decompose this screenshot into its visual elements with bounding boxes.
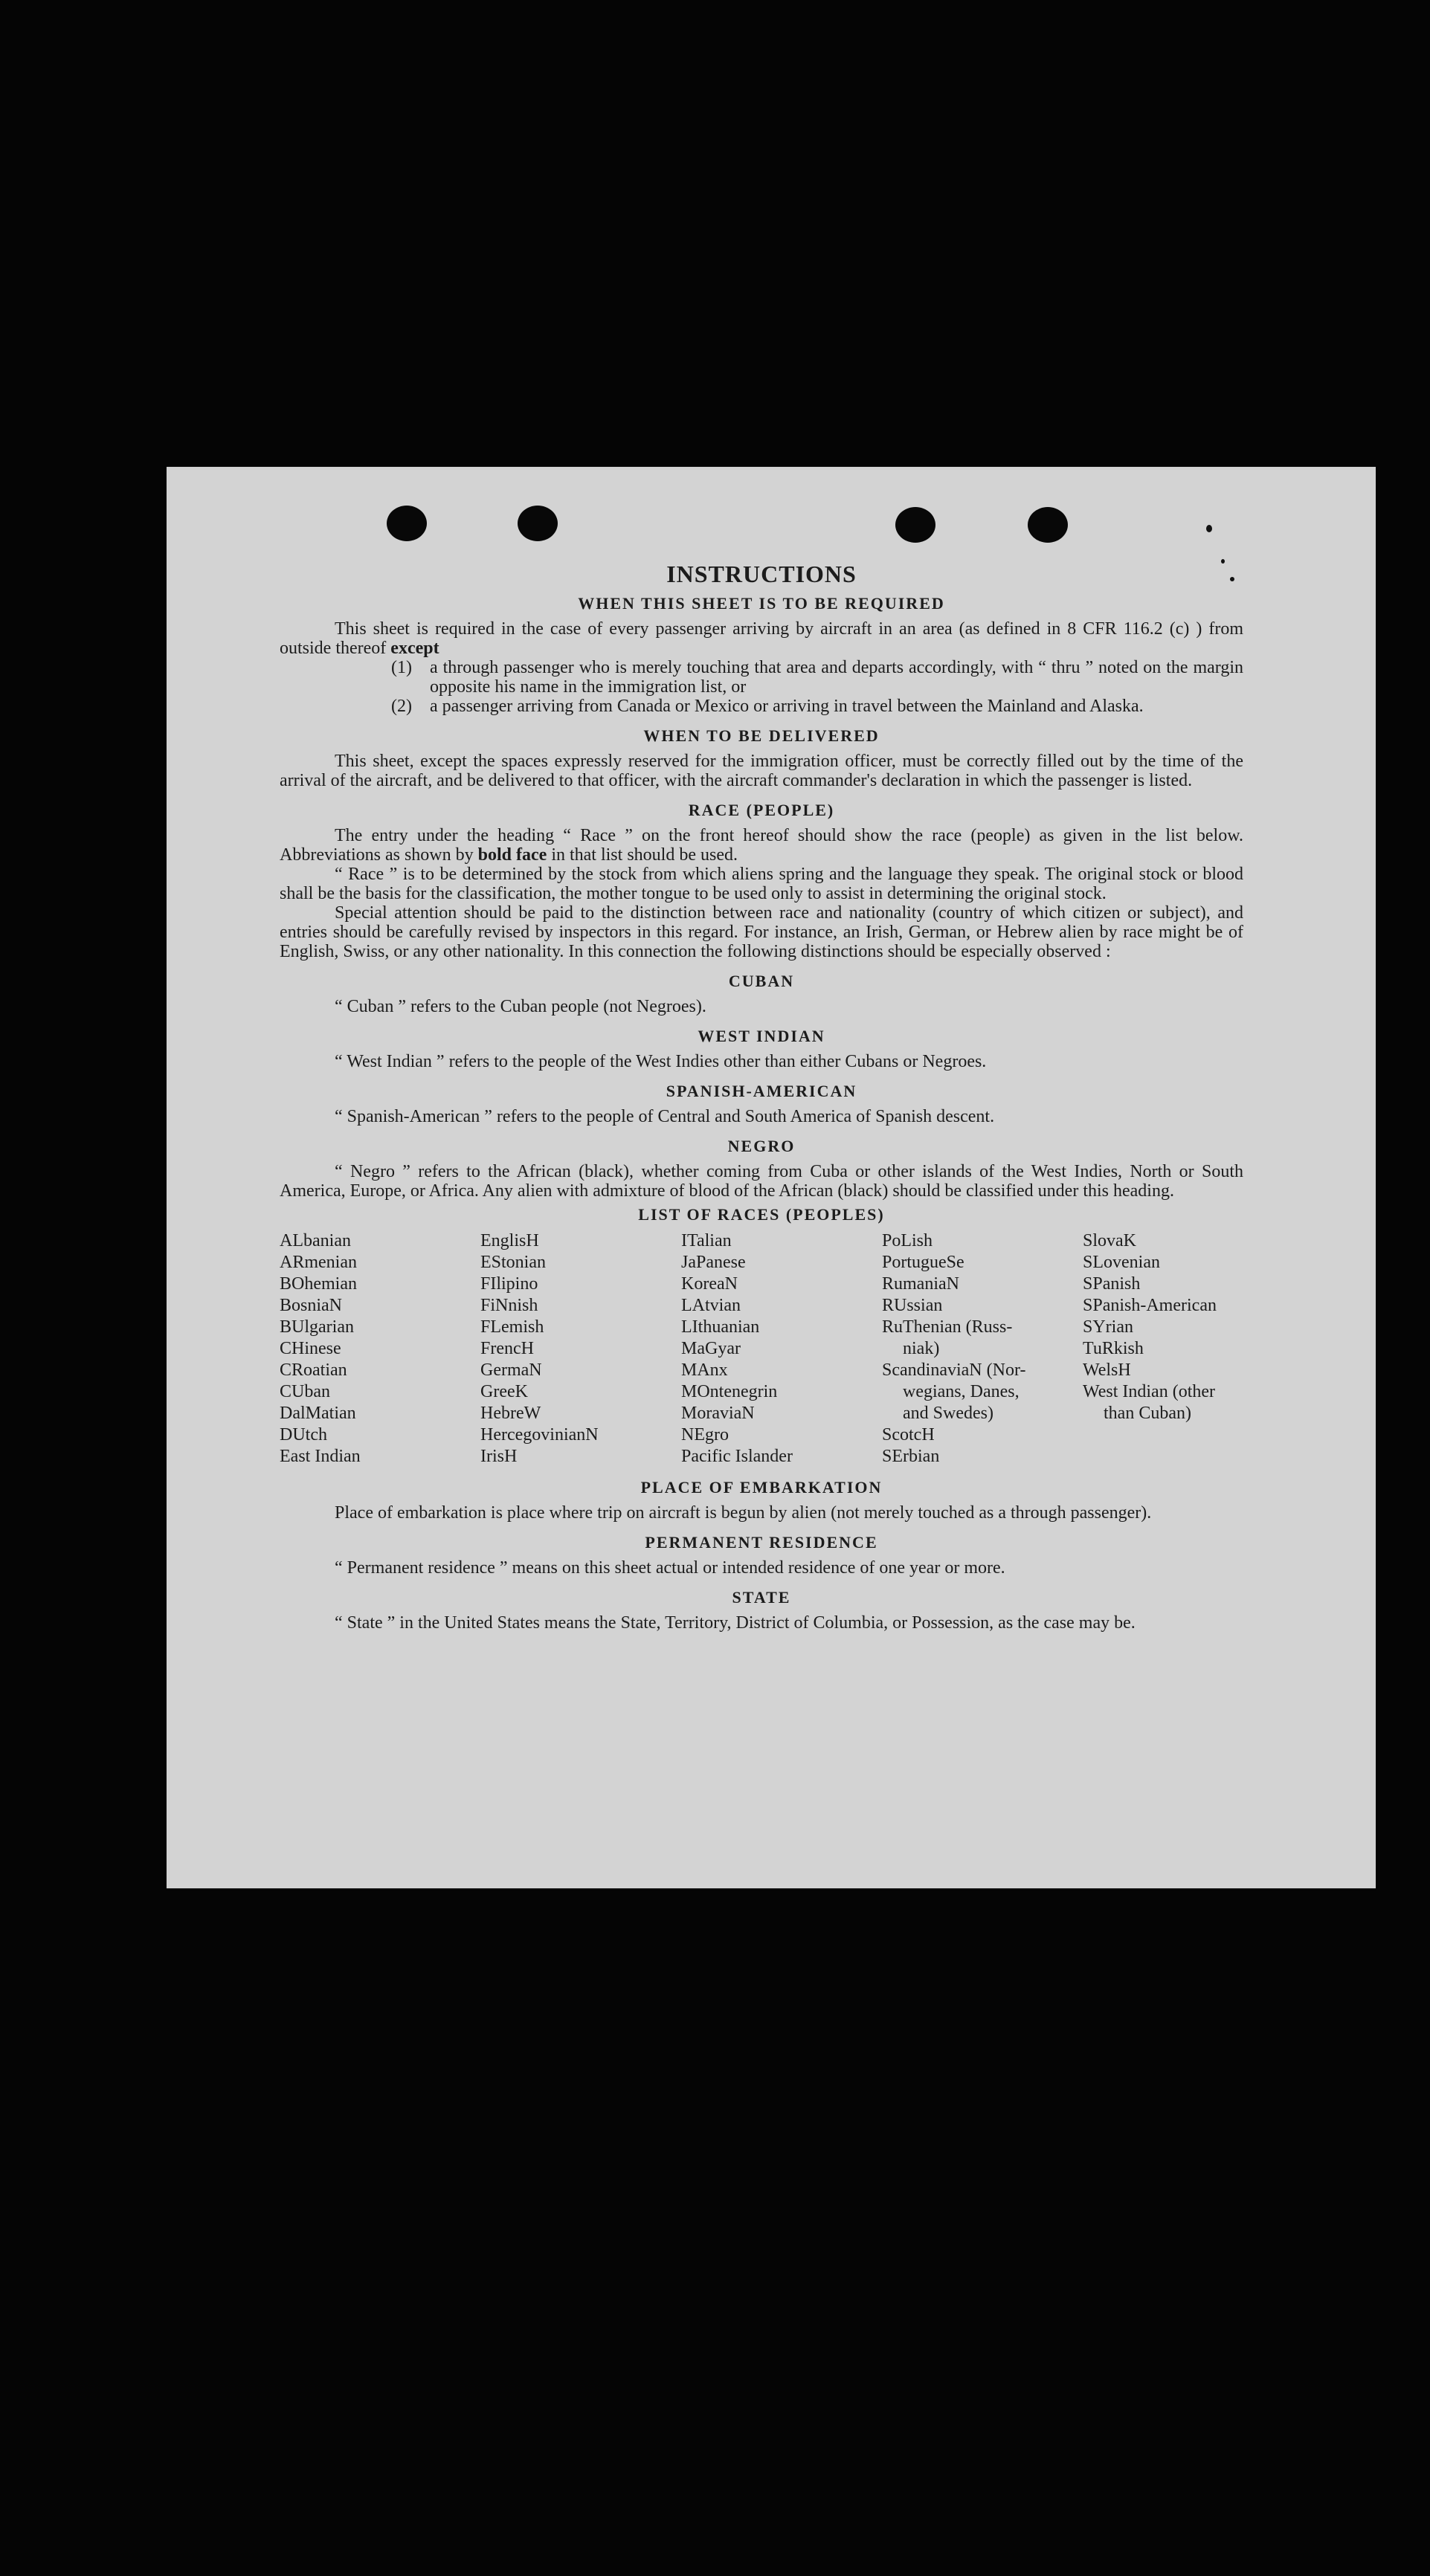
race-entry: SErbian bbox=[882, 1447, 940, 1466]
race-entry: BosniaN bbox=[280, 1296, 342, 1315]
race-entry: MOntenegrin bbox=[681, 1382, 778, 1401]
exception-item-2: (2) a passenger arriving from Canada or Mexico or arriving in travel between the Mainland and Alaska. bbox=[391, 697, 1144, 716]
race-paragraph-2: “ Race ” is to be determined by the stock from which aliens spring and the language they speak. The original stock or blood shall be the basis for the classification, the mother tongue to be used only to assist in determining the original stock. bbox=[280, 865, 1243, 903]
race-entry: RumaniaN bbox=[882, 1274, 959, 1294]
race-entry: CUban bbox=[280, 1382, 330, 1401]
race-entry: RUssian bbox=[882, 1296, 943, 1315]
ink-speck bbox=[1206, 525, 1212, 532]
cuban-text: “ Cuban ” refers to the Cuban people (not Negroes). bbox=[335, 997, 706, 1016]
spanish-american-text: “ Spanish-American ” refers to the people of Central and South America of Spanish descent. bbox=[335, 1107, 995, 1126]
race-entry: TuRkish bbox=[1083, 1339, 1144, 1358]
section-heading-delivered: WHEN TO BE DELIVERED bbox=[643, 726, 880, 745]
race-paragraph-3: Special attention should be paid to the distinction between race and nationality (country of which citizen or subject), and entries should be carefully revised by inspectors in this regard. For instance, an Irish, German, or Hebrew alien by race might be of English, Swiss, or any other nationality. In this connection the following distinctions should be especially observed : bbox=[280, 903, 1243, 961]
races-column-2 bbox=[480, 1230, 681, 1468]
race-entry: SlovaK bbox=[1083, 1231, 1136, 1250]
race-entry: FLemish bbox=[480, 1317, 544, 1337]
race-entry: HebreW bbox=[480, 1404, 541, 1423]
race-entry: CRoatian bbox=[280, 1360, 347, 1380]
section-heading-state: STATE bbox=[732, 1588, 791, 1607]
race-entry: FrencH bbox=[480, 1339, 534, 1358]
race-entry: IrisH bbox=[480, 1447, 518, 1466]
race-entry: GermaN bbox=[480, 1360, 542, 1380]
race-entry: JaPanese bbox=[681, 1253, 746, 1272]
residence-text: “ Permanent residence ” means on this sheet actual or intended residence of one year or more. bbox=[335, 1558, 1005, 1578]
punch-hole bbox=[518, 506, 558, 541]
race-entry: ScandinaviaN (Nor- bbox=[882, 1360, 1026, 1380]
race-entry: ITalian bbox=[681, 1231, 732, 1250]
race-entry: BOhemian bbox=[280, 1274, 357, 1294]
section-heading-race: RACE (PEOPLE) bbox=[688, 801, 835, 819]
race-entry: ALbanian bbox=[280, 1231, 351, 1250]
west-indian-text: “ West Indian ” refers to the people of the West Indies other than either Cubans or Negroes. bbox=[335, 1052, 987, 1071]
race-entry: SPanish bbox=[1083, 1274, 1141, 1294]
race-entry: FiNnish bbox=[480, 1296, 538, 1315]
race-entry: MAnx bbox=[681, 1360, 728, 1380]
required-intro: This sheet is required in the case of every passenger arriving by aircraft in an area (as defined in 8 CFR 116.2 (c) ) from outside thereof except bbox=[280, 619, 1243, 658]
race-entry: GreeK bbox=[480, 1382, 528, 1401]
race-entry: MoraviaN bbox=[681, 1404, 755, 1423]
race-entry: SLovenian bbox=[1083, 1253, 1160, 1272]
punch-hole bbox=[895, 507, 935, 543]
race-entry: MaGyar bbox=[681, 1339, 741, 1358]
section-heading-cuban: CUBAN bbox=[728, 972, 795, 990]
race-paragraph-1: The entry under the heading “ Race ” on the front hereof should show the race (people) as given in the list below. Abbreviations as shown by bold face in that list should be used. bbox=[280, 826, 1243, 865]
section-heading-embarkation: PLACE OF EMBARKATION bbox=[640, 1478, 883, 1497]
race-entry-continuation: than Cuban) bbox=[1104, 1404, 1191, 1423]
race-entry: DalMatian bbox=[280, 1404, 356, 1423]
races-column-3 bbox=[681, 1230, 882, 1468]
race-entry: SPanish-American bbox=[1083, 1296, 1217, 1315]
race-entry: NEgro bbox=[681, 1425, 729, 1444]
race-entry: CHinese bbox=[280, 1339, 341, 1358]
races-column-5 bbox=[1083, 1230, 1243, 1468]
section-heading-west-indian: WEST INDIAN bbox=[698, 1027, 825, 1045]
race-entry: BUlgarian bbox=[280, 1317, 354, 1337]
races-column-4 bbox=[882, 1230, 1083, 1468]
race-entry-continuation: niak) bbox=[903, 1339, 940, 1358]
section-heading-negro: NEGRO bbox=[727, 1137, 796, 1155]
negro-text: “ Negro ” refers to the African (black), whether coming from Cuba or other islands of the West Indies, North or South America, Europe, or Africa. Any alien with admixture of blood of the African (black) should be classified under this heading. bbox=[280, 1162, 1243, 1201]
race-entry: EnglisH bbox=[480, 1231, 539, 1250]
races-column-1 bbox=[280, 1230, 480, 1468]
race-entry: KoreaN bbox=[681, 1274, 738, 1294]
punch-hole bbox=[387, 506, 427, 541]
race-entry-continuation: wegians, Danes, bbox=[903, 1382, 1020, 1401]
races-list bbox=[280, 1230, 1243, 1468]
race-entry: FIlipino bbox=[480, 1274, 538, 1294]
exception-item-1: (1) a through passenger who is merely touching that area and departs accordingly, with “ thru ” noted on the margin opposite his name in the immigration list, or bbox=[391, 658, 1243, 697]
section-heading-required: WHEN THIS SHEET IS TO BE REQUIRED bbox=[578, 594, 945, 613]
instructions-content bbox=[280, 561, 1243, 1633]
page-title: INSTRUCTIONS bbox=[666, 561, 857, 587]
delivered-text: This sheet, except the spaces expressly reserved for the immigration officer, must be correctly filled out by the time of the arrival of the aircraft, and be delivered to that officer, with the aircraft commander's declaration in which the passenger is listed. bbox=[280, 752, 1243, 790]
race-entry: West Indian (other bbox=[1083, 1382, 1216, 1401]
race-entry-continuation: and Swedes) bbox=[903, 1404, 993, 1423]
race-entry: LAtvian bbox=[681, 1296, 741, 1315]
race-entry: RuThenian (Russ- bbox=[882, 1317, 1013, 1337]
race-entry: East Indian bbox=[280, 1447, 361, 1466]
race-entry: ScotcH bbox=[882, 1425, 935, 1444]
race-entry: Pacific Islander bbox=[681, 1447, 793, 1466]
section-heading-races-list: LIST OF RACES (PEOPLES) bbox=[638, 1205, 885, 1224]
section-heading-residence: PERMANENT RESIDENCE bbox=[645, 1533, 878, 1552]
race-entry: HercegovinianN bbox=[480, 1425, 599, 1444]
race-entry: ARmenian bbox=[280, 1253, 357, 1272]
embarkation-text: Place of embarkation is place where trip on aircraft is begun by alien (not merely touched as a through passenger). bbox=[335, 1503, 1152, 1523]
section-heading-spanish-american: SPANISH-AMERICAN bbox=[666, 1082, 857, 1100]
document-sheet bbox=[167, 467, 1376, 1888]
race-entry: PortugueSe bbox=[882, 1253, 964, 1272]
race-entry: PoLish bbox=[882, 1231, 933, 1250]
punch-hole bbox=[1028, 507, 1068, 543]
state-text: “ State ” in the United States means the State, Territory, District of Columbia, or Possession, as the case may be. bbox=[335, 1613, 1136, 1633]
race-entry: LIthuanian bbox=[681, 1317, 760, 1337]
race-entry: EStonian bbox=[480, 1253, 546, 1272]
race-entry: DUtch bbox=[280, 1425, 327, 1444]
race-entry: WelsH bbox=[1083, 1360, 1131, 1380]
race-entry: SYrian bbox=[1083, 1317, 1133, 1337]
